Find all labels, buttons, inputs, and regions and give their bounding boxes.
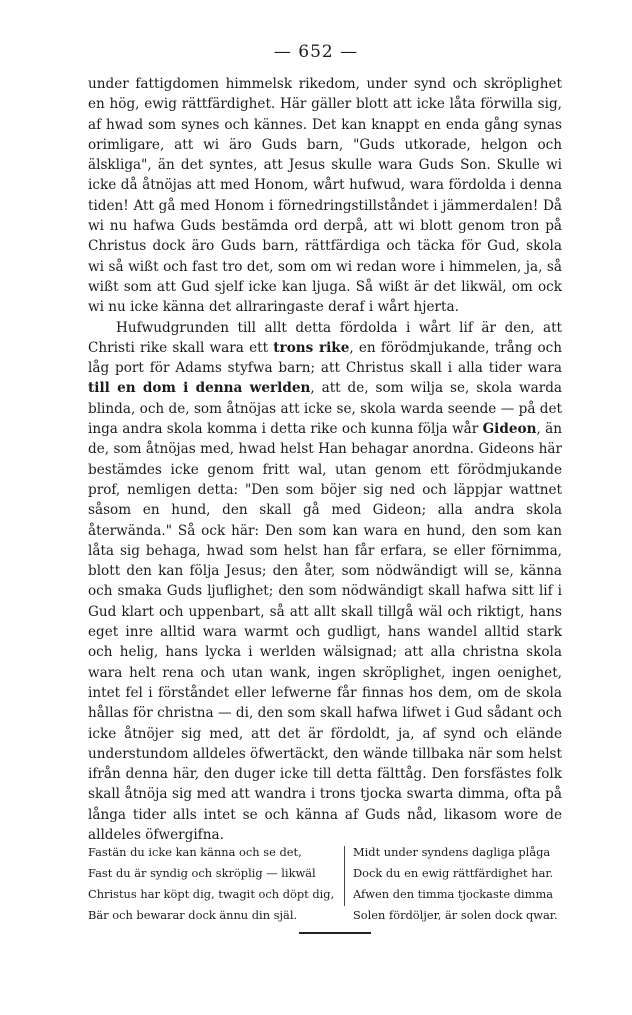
paragraph-2-part-a: Hufwudgrunden till allt detta fördolda i wårt lif är den, att Christi rike skall wara ett (88, 319, 562, 356)
verse-divider (344, 846, 345, 906)
emphasis-trons-rike: trons rike (273, 339, 350, 356)
paragraph-2-part-d: , än de, som åtnöjas med, hwad helst Han behagar anordna. Gideons här bestämdes icke genom fritt wal, utan genom ett förödmjukande prof, nemligen detta: "Den som böjer sig ned och läppjar wattnet såsom en hund, den skall gå med Gideon; alla andra skola återwända." Så ock här: Den som kan wara en hund, den som kan låta sig behaga, hwad som helst han får erfara, se eller förnimma, blott den kan följa Jesus; den åter, som nödwändigt will se, känna och smaka Guds ljuflighet; den som nödwändigt skall hafwa sitt lif i Gud klart och uppenbart, så att allt skall tillgå wäl och riktigt, hans eget inre alltid wara warmt och gudligt, hans wandel alltid stark och helig, hans lycka i werlden wälsignad; att alla christna skola wara helt rena och utan wank, ingen skröplighet, ingen oenighet, intet fel i förståndet eller lefwerne får finnas hos dem, om de skola hållas för christna — di, den som skall hafwa lifwet i Gud sådant och icke åtnöjer sig med, att det är fördoldt, ja, af synd och elände understundom alldeles öfwertäckt, den wände tillbaka när som helst ifrån denna här, den duger icke till detta fälttåg. Den forsfästes folk skall åtnöja sig med att wandra i trons tjocka swarta dimma, ofta på långa tider alls intet se och känna af Guds nåd, likasom wore de alldeles öfwergifna. (88, 421, 562, 843)
end-rule (299, 932, 371, 934)
verse-line: Bär och bewarar dock ännu din själ. (88, 908, 298, 922)
verse-line: Fastän du icke kan känna och se det, (88, 845, 302, 859)
emphasis-till-en-dom: till en dom i denna werlden (88, 380, 311, 397)
paragraph-1: under fattigdomen himmelsk rikedom, under synd och skröplighet en hög, ewig rättfärdighet. Här gäller blott att icke låta förwilla sig, af hwad som synes och kännes. Det kan knappt en enda gång synas orimligare, att wi äro Guds barn, "Guds utkorade, helgon och älskliga", än det syntes, att Jesus skulle wara Guds Son. Skulle wi icke då åtnöjas att med Honom, wårt hufwud, wara fördolda i denna tiden! Att gå med Honom i förnedringstillståndet i jämmerdalen! Då wi nu hafwa Guds bestämda ord derpå, att wi blott genom tron på Christus dock äro Guds barn, rättfärdiga och täcka för Gud, skola wi så wißt och fast tro det, som om wi redan wore i himmelen, ja, så wißt som att Gud sjelf icke kan ljuga. Så wißt är det likwäl, om ock wi nu icke känna det allraringaste deraf i wårt hjerta. (88, 76, 562, 316)
verse-line: Midt under syndens dagliga plåga (353, 845, 551, 859)
paragraph-2-part-b: , en förödmjukande, trång och låg port för Adams styfwa barn; att Christus skall i alla tider wara (88, 339, 562, 377)
verse-line: Solen fördöljer, är solen dock qwar. (353, 908, 558, 922)
paragraph-2-part-c: , att de, som wilja se, skola warda blinda, och de, som åtnöjas att icke se, skola warda seende — på det inga andra skola komma i detta rike och kunna följa wår (88, 380, 562, 438)
verse-left-column (88, 842, 340, 926)
emphasis-gideon: Gideon (482, 421, 537, 438)
verse-right-column (353, 842, 565, 926)
verse-line: Fast du är syndig och skröplig — likwäl (88, 866, 316, 880)
verse-line: Dock du en ewig rättfärdighet har. (353, 866, 554, 880)
verse-line: Christus har köpt dig, twagit och döpt dig, (88, 887, 335, 901)
verse-line: Afwen den timma tjockaste dimma (353, 887, 554, 901)
paragraph-2 (88, 318, 562, 846)
page-number: — 652 — (273, 42, 359, 62)
body-text (88, 74, 562, 845)
